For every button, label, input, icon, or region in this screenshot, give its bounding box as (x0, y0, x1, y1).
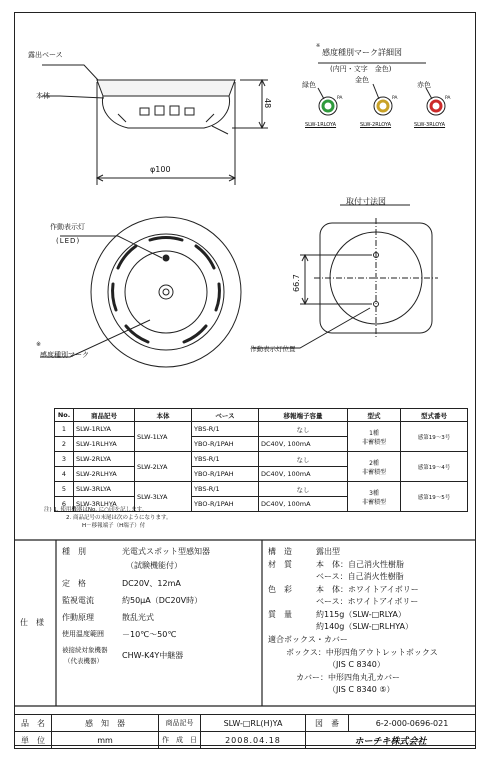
date-value: 2008.04.18 (201, 732, 306, 749)
row-base: YBO-R/1PAH (192, 467, 259, 482)
models-table (54, 408, 468, 512)
row-type-kind: 非蓄積型 (361, 438, 386, 446)
code-value: SLW-□RL(H)YA (201, 715, 306, 732)
title-block (14, 714, 476, 749)
title-row-2 (15, 732, 476, 749)
row-type (348, 482, 401, 512)
spec-value-device: CHW-K4Y中継器 (122, 651, 184, 660)
color-label-gold: 金色 (355, 76, 369, 84)
spec-label-material: 材 質 (268, 560, 292, 569)
row-type-class: 3種 (369, 489, 379, 497)
row-type-number: 感第19～5号 (401, 482, 468, 512)
row-no: 2 (55, 437, 74, 452)
spec-label-box: 適合ボックス・カバー (268, 635, 348, 644)
mount-dimension: 66.7 (292, 274, 301, 292)
row-base: YBO-R/1PAH (192, 497, 259, 512)
spec-value-principle: 散乱光式 (122, 613, 154, 622)
led-label: 作動表示灯 (50, 223, 85, 231)
row-capacity: なし (259, 482, 348, 497)
mark-model-2: SLW-2RLOYA (360, 122, 392, 128)
spec-value-color-body: 本 体：ホワイトアイボリー (316, 585, 419, 594)
row-capacity: なし (259, 452, 348, 467)
table-row (55, 422, 468, 437)
unit-label: 単 位 (15, 732, 52, 749)
spec-value-box-jis: （JIS C 8340） (328, 660, 385, 669)
models-header-row (55, 409, 468, 422)
row-no: 6 (55, 497, 74, 512)
color-label-green: 緑色 (302, 81, 316, 89)
sensitivity-mark-label: 感度種別マーク (40, 351, 89, 359)
row-base: YBO-R/1PAH (192, 437, 259, 452)
row-code: SLW-1RLYA (74, 422, 135, 437)
spec-value-mass-1: 約115g（SLW-□RLYA） (316, 610, 406, 619)
mount-title: 取付寸法図 (346, 197, 386, 206)
unit-value: mm (52, 732, 159, 749)
spec-label-principle: 作動原理 (62, 613, 94, 622)
row-no: 4 (55, 467, 74, 482)
height-dimension: 48 (263, 98, 272, 109)
spec-label-color: 色 彩 (268, 585, 292, 594)
row-type (348, 422, 401, 452)
spec-value-temp: －10℃～50℃ (122, 630, 177, 639)
col-type-number: 型式番号 (401, 409, 468, 422)
row-code: SLW-3RLYA (74, 482, 135, 497)
col-no: No. (55, 409, 74, 422)
title-row-1 (15, 715, 476, 732)
spec-value-rating: DC20V、12mA (122, 579, 181, 588)
spec-value-cover-jis: （JIS C 8340 ⑤） (328, 685, 395, 694)
spec-value-test: （試験機能付） (126, 561, 182, 570)
spec-side-label: 仕 様 (20, 618, 44, 627)
row-code: SLW-2RLYA (74, 452, 135, 467)
spec-value-color-base: ベース：ホワイトアイボリー (316, 597, 419, 606)
company-logo: ホーチキ株式会社 (306, 732, 476, 749)
date-label: 作 成 日 (159, 732, 201, 749)
row-code: SLW-2RLHYA (74, 467, 135, 482)
spec-label-temp: 使用温度範囲 (62, 630, 104, 638)
name-value: 感 知 器 (52, 715, 159, 732)
row-base: YBS-R/1 (192, 482, 259, 497)
spec-label-structure: 構 造 (268, 547, 292, 556)
col-type: 型式 (348, 409, 401, 422)
spec-value-type: 光電式スポット型感知器 (122, 547, 210, 556)
row-no: 3 (55, 452, 74, 467)
mark-model-3: SLW-3RLOYA (414, 122, 446, 128)
detail-asterisk: ※ (316, 43, 321, 49)
row-no: 1 (55, 422, 74, 437)
row-capacity: DC40V, 100mA (259, 467, 348, 482)
row-type-class: 1種 (369, 429, 379, 437)
led-label-sub: (LED) (56, 237, 81, 245)
row-type-class: 2種 (369, 459, 379, 467)
spec-label-device: 被接続対象機器 (62, 646, 108, 654)
name-label: 品 名 (15, 715, 52, 732)
drawing-label: 図 番 (306, 715, 349, 732)
note-2: 2. 商品記号の末尾は次のようになります。 (66, 515, 172, 521)
row-code: SLW-3RLHYA (74, 497, 135, 512)
col-body: 本体 (135, 409, 192, 422)
drawing-value: 6-2-000-0696-021 (349, 715, 476, 732)
row-body: SLW-2LYA (135, 452, 192, 482)
row-no: 5 (55, 482, 74, 497)
row-capacity: DC40V, 100mA (259, 437, 348, 452)
row-capacity: DC40V, 100mA (259, 497, 348, 512)
row-type-number: 感第19～4号 (401, 452, 468, 482)
spec-value-mass-2: 約140g（SLW-□RLHYA） (316, 622, 413, 631)
spec-label-current: 監視電流 (62, 596, 94, 605)
spec-value-box: ボックス：中形四角アウトレットボックス (286, 648, 438, 657)
row-capacity: なし (259, 422, 348, 437)
body-label: 本体 (36, 92, 50, 100)
pa-mark-1: PA (337, 96, 343, 101)
pa-mark-2: PA (392, 96, 398, 101)
mark-model-1: SLW-1RLOYA (305, 122, 337, 128)
code-label: 商品記号 (159, 715, 201, 732)
mark-detail-subtitle: (内円・文字 金色) (330, 65, 392, 73)
row-code: SLW-1RLHYA (74, 437, 135, 452)
row-type-kind: 非蓄積型 (361, 498, 386, 506)
row-body: SLW-1LYA (135, 422, 192, 452)
row-base: YBS-R/1 (192, 422, 259, 437)
row-type-number: 感第19～3号 (401, 422, 468, 452)
pa-mark-3: PA (445, 96, 451, 101)
col-base: ベース (192, 409, 259, 422)
mount-view (252, 218, 438, 348)
spec-label-mass: 質 量 (268, 610, 292, 619)
spec-label-representative: （代表機器） (64, 657, 103, 665)
color-label-red: 赤色 (417, 81, 431, 89)
spec-value-material-body: 本 体：自己消火性樹脂 (316, 560, 404, 569)
row-type (348, 452, 401, 482)
diameter-dimension: φ100 (150, 165, 171, 174)
spec-value-material-base: ベース：自己消火性樹脂 (316, 572, 404, 581)
row-type-kind: 非蓄積型 (361, 468, 386, 476)
spec-label-rating: 定 格 (62, 579, 86, 588)
spec-value-structure: 露出型 (316, 547, 340, 556)
mark-detail-title: 感度種別マーク詳細図 (322, 48, 402, 57)
spec-value-cover: カバー：中形四角丸孔カバー (296, 673, 400, 682)
row-body: SLW-3LYA (135, 482, 192, 512)
asterisk-mark: ※ (36, 341, 42, 348)
spec-value-current: 約50μA（DC20V時） (122, 596, 203, 605)
note-3: H－移報端子（H端子）付 (82, 523, 146, 529)
row-base: YBS-R/1 (192, 452, 259, 467)
col-code: 商品記号 (74, 409, 135, 422)
led-position-label: 作動表示灯位置 (250, 345, 296, 353)
spec-label-type: 種 別 (62, 547, 86, 556)
table-row (55, 452, 468, 467)
col-capacity: 移報端子容量 (259, 409, 348, 422)
note-1: 注) 1. 使用機器はNo. に○印を記します。 (44, 507, 148, 513)
exposed-base-label: 露出ベース (28, 51, 63, 59)
table-row (55, 482, 468, 497)
